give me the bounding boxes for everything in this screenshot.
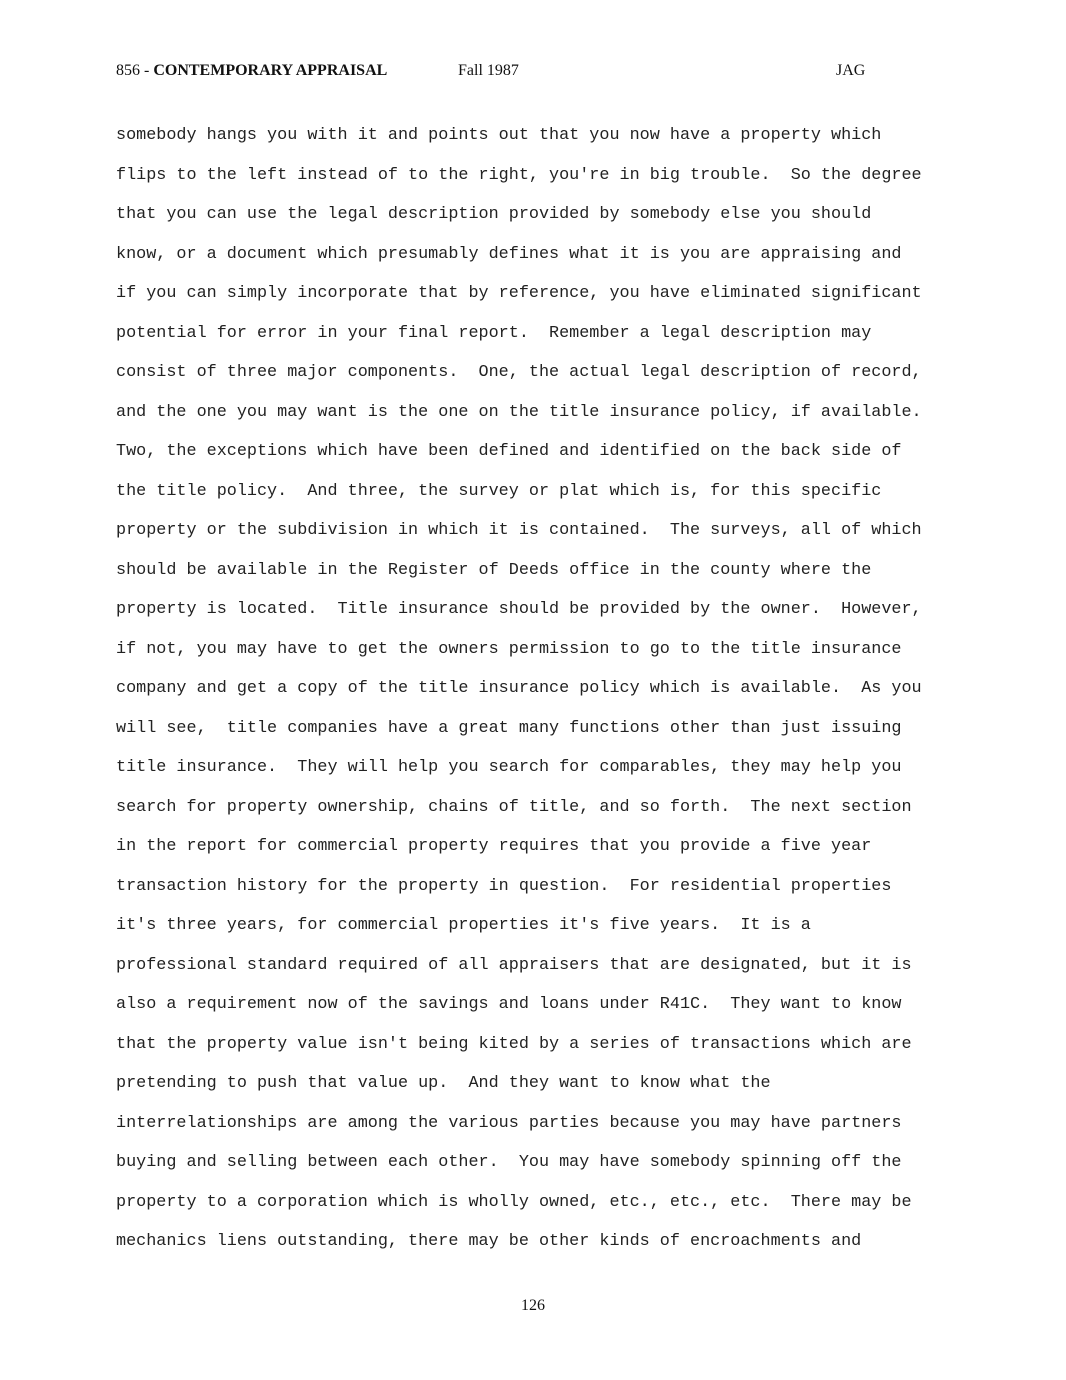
text-line: property or the subdivision in which it is contained. The surveys, all of which (116, 521, 922, 540)
page-header (0, 62, 1066, 86)
text-line: somebody hangs you with it and points out that you now have a property which (116, 126, 882, 145)
text-line: company and get a copy of the title insurance policy which is available. As you (116, 679, 922, 698)
text-line: search for property ownership, chains of title, and so forth. The next section (116, 797, 912, 817)
text-line: transaction history for the property in question. For residential properties (116, 876, 892, 896)
text-line: Two, the exceptions which have been defined and identified on the back side of (116, 442, 902, 461)
text-line: know, or a document which presumably defines what it is you are appraising and (116, 244, 902, 264)
page-number: 126 (521, 1297, 545, 1314)
text-line: buying and selling between each other. You may have somebody spinning off the (116, 1153, 902, 1172)
text-line: the title policy. And three, the survey or plat which is, for this specific (116, 481, 882, 501)
text-line: also a requirement now of the savings and loans under R41C. They want to know (116, 995, 902, 1014)
text-line: in the report for commercial property requires that you provide a five year (116, 837, 872, 856)
header-term: Fall 1987 (458, 62, 519, 79)
text-line: pretending to push that value up. And they want to know what the (116, 1074, 771, 1093)
text-line: title insurance. They will help you search for comparables, they may help you (116, 758, 902, 777)
text-line: property is located. Title insurance should be provided by the owner. However, (116, 600, 922, 619)
header-course (116, 62, 387, 80)
course-title: CONTEMPORARY APPRAISAL (153, 62, 388, 79)
text-line: flips to the left instead of to the right, you're in big trouble. So the degree (116, 165, 922, 185)
text-line: professional standard required of all appraisers that are designated, but it is (116, 955, 912, 975)
text-line: mechanics liens outstanding, there may be other kinds of encroachments and (116, 1232, 862, 1251)
text-line: if you can simply incorporate that by reference, you have eliminated significant (116, 284, 922, 303)
text-line: should be available in the Register of Deeds office in the county where the (116, 560, 872, 580)
text-line: that you can use the legal description provided by somebody else you should (116, 205, 872, 224)
text-line: that the property value isn't being kited by a series of transactions which are (116, 1034, 912, 1054)
text-line: and the one you may want is the one on the title insurance policy, if available. (116, 402, 922, 422)
text-line: potential for error in your final report. Remember a legal description may (116, 323, 872, 343)
header-author: JAG (836, 62, 866, 79)
text-line: will see, title companies have a great many functions other than just issuing (116, 718, 902, 738)
text-line: consist of three major components. One, the actual legal description of record, (116, 363, 922, 382)
text-line: property to a corporation which is wholly owned, etc., etc., etc. There may be (116, 1192, 912, 1212)
text-line: interrelationships are among the various parties because you may have partners (116, 1113, 902, 1133)
course-code: 856 - (116, 62, 154, 79)
text-line: it's three years, for commercial properties it's five years. It is a (116, 916, 811, 935)
text-line: if not, you may have to get the owners permission to go to the title insurance (116, 639, 902, 659)
transcript-body (116, 123, 1016, 1269)
